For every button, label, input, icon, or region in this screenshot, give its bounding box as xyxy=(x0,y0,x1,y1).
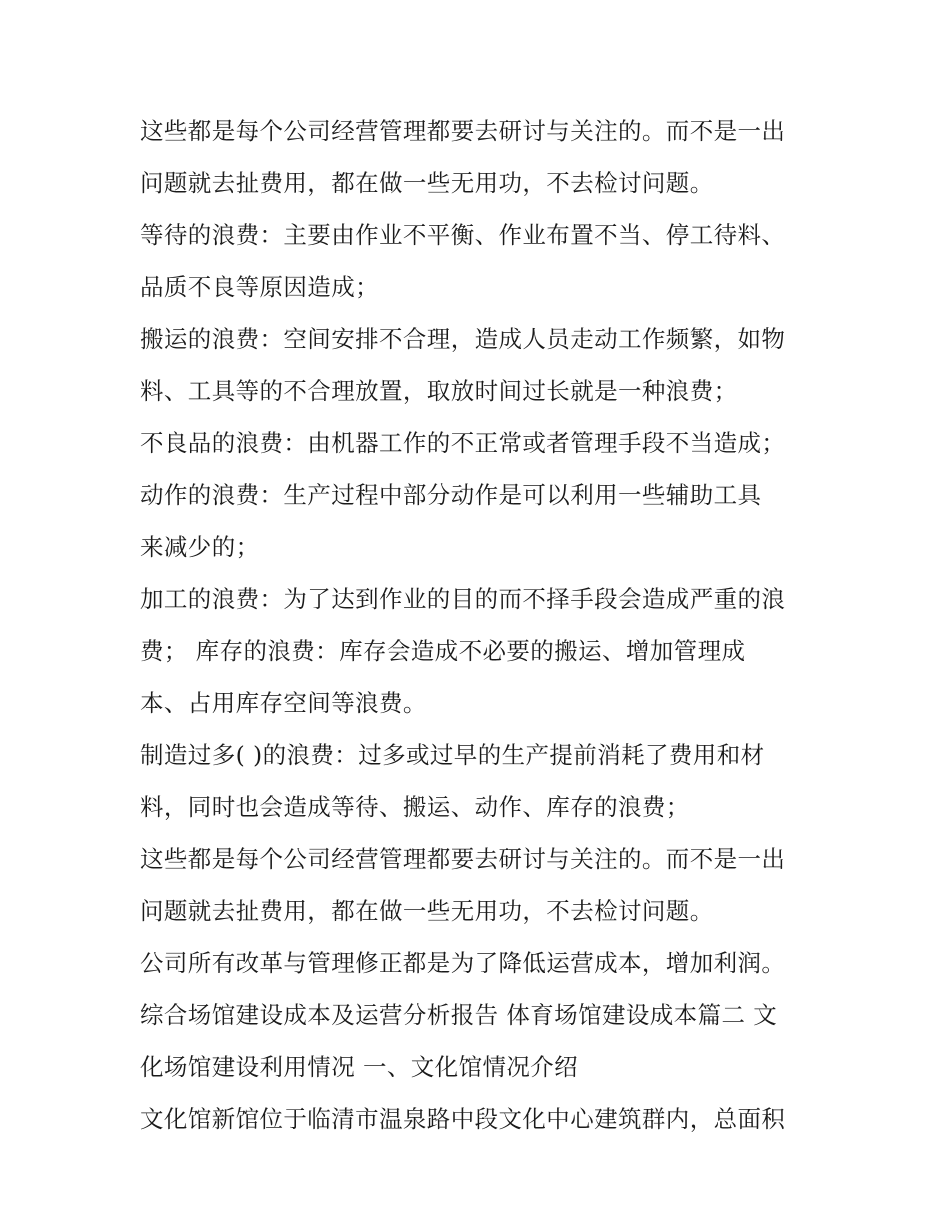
text-line: 品质不良等原因造成； xyxy=(140,273,379,301)
text-line: 来减少的； xyxy=(140,533,260,561)
text-line: 这些都是每个公司经营管理都要去研讨与关注的。而不是一出 xyxy=(140,117,786,145)
text-line: 综合场馆建设成本及运营分析报告 体育场馆建设成本篇二 文 xyxy=(140,1001,778,1029)
text-line: 本、占用库存空间等浪费。 xyxy=(140,689,427,717)
text-line: 等待的浪费：主要由作业不平衡、作业布置不当、停工待料、 xyxy=(140,221,786,249)
text-line: 费； 库存的浪费：库存会造成不必要的搬运、增加管理成 xyxy=(140,637,746,665)
text-line: 公司所有改革与管理修正都是为了降低运营成本，增加利润。 xyxy=(140,949,786,977)
text-line: 搬运的浪费：空间安排不合理，造成人员走动工作频繁，如物 xyxy=(140,325,786,353)
document-body xyxy=(140,109,830,1149)
text-line: 料、工具等的不合理放置，取放时间过长就是一种浪费； xyxy=(140,377,738,405)
text-line: 料，同时也会造成等待、搬运、动作、库存的浪费； xyxy=(140,793,690,821)
text-line: 加工的浪费：为了达到作业的目的而不择手段会造成严重的浪 xyxy=(140,585,786,613)
text-line: 问题就去扯费用，都在做一些无用功，不去检讨问题。 xyxy=(140,897,714,925)
text-line: 问题就去扯费用，都在做一些无用功，不去检讨问题。 xyxy=(140,169,714,197)
text-line: 动作的浪费：生产过程中部分动作是可以利用一些辅助工具 xyxy=(140,481,762,509)
text-line: 化场馆建设利用情况 一、文化馆情况介绍 xyxy=(140,1053,579,1081)
text-line: 不良品的浪费：由机器工作的不正常或者管理手段不当造成； xyxy=(140,429,786,457)
text-line: 制造过多( )的浪费：过多或过早的生产提前消耗了费用和材 xyxy=(140,741,765,769)
text-line: 这些都是每个公司经营管理都要去研讨与关注的。而不是一出 xyxy=(140,845,786,873)
text-line: 文化馆新馆位于临清市温泉路中段文化中心建筑群内，总面积 xyxy=(140,1105,786,1133)
